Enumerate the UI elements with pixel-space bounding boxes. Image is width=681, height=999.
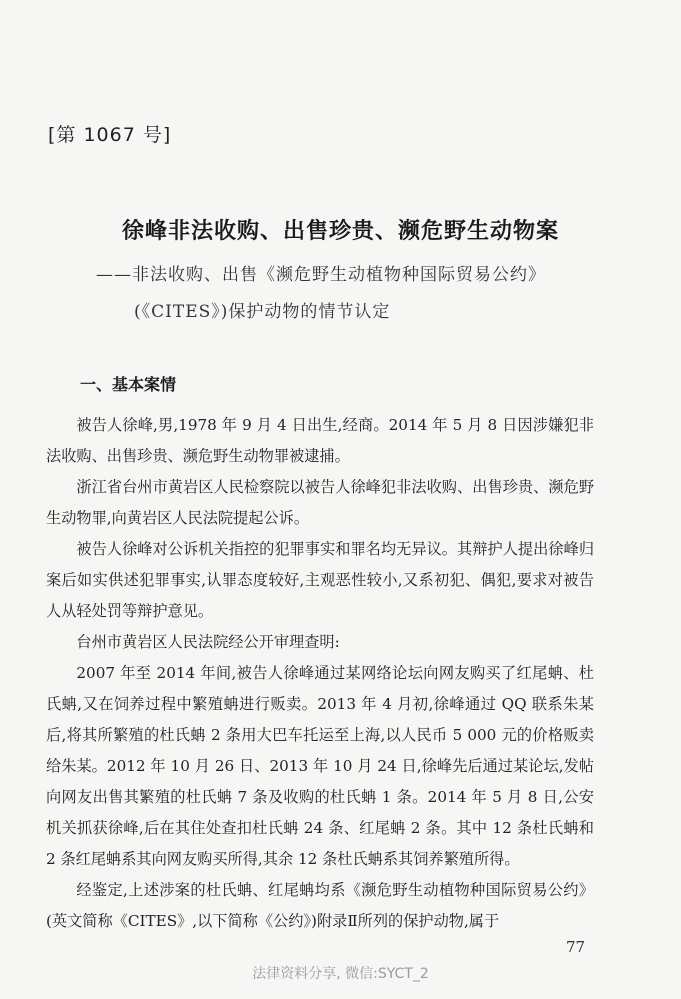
case-subtitle-line2: (《CITES》)保护动物的情节认定 bbox=[134, 302, 391, 322]
paragraph: 被告人徐峰对公诉机关指控的犯罪事实和罪名均无异议。其辩护人提出徐峰归案后如实供述犯罪事实,认罪态度较好,主观恶性较小,又系初犯、偶犯,要求对被告人从轻处罚等辩护意见。 bbox=[46, 540, 594, 620]
case-number: [第 1067 号] bbox=[48, 124, 172, 146]
body-text bbox=[46, 410, 594, 937]
case-subtitle-line1: ——非法收购、出售《濒危野生动植物种国际贸易公约》 bbox=[96, 265, 546, 285]
paragraph: 台州市黄岩区人民法院经公开审理查明: bbox=[76, 633, 340, 651]
paragraph: 经鉴定,上述涉案的杜氏蚺、红尾蚺均系《濒危野生动植物种国际贸易公约》(英文简称《CITES》,以下简称《公约》)附录Ⅱ所列的保护动物,属于 bbox=[46, 881, 594, 930]
paragraph: 2007 年至 2014 年间,被告人徐峰通过某网络论坛向网友购买了红尾蚺、杜氏蚺,又在饲养过程中繁殖蚺进行贩卖。2013 年 4 月初,徐峰通过 QQ 联系朱某后,将其所繁殖的杜氏蚺 2 条用大巴车托运至上海,以人民币 5 000 元的价格贩卖给朱某。2012 年 10 月 26 日、2013 年 10 月 24 日,徐峰先后通过某论坛,发帖向网友出售其繁殖的杜氏蚺 7 条及收购的杜氏蚺 1 条。2014 年 5 月 8 日,公安机关抓获徐峰,后在其住处查扣杜氏蚺 24 条、红尾蚺 2 条。其中 12 条杜氏蚺和 2 条红尾蚺系其向网友购买所得,其余 12 条杜氏蚺系其饲养繁殖所得。 bbox=[46, 664, 594, 868]
watermark-text: 法律资料分享, 微信:SYCT_2 bbox=[252, 966, 429, 982]
paragraph: 被告人徐峰,男,1978 年 9 月 4 日出生,经商。2014 年 5 月 8 日因涉嫌犯非法收购、出售珍贵、濒危野生动物罪被逮捕。 bbox=[46, 416, 594, 465]
paragraph: 浙江省台州市黄岩区人民检察院以被告人徐峰犯非法收购、出售珍贵、濒危野生动物罪,向黄岩区人民法院提起公诉。 bbox=[46, 478, 594, 527]
page-number: 77 bbox=[566, 938, 586, 956]
case-title: 徐峰非法收购、出售珍贵、濒危野生动物案 bbox=[121, 219, 559, 244]
section-heading: 一、基本案情 bbox=[80, 375, 177, 394]
